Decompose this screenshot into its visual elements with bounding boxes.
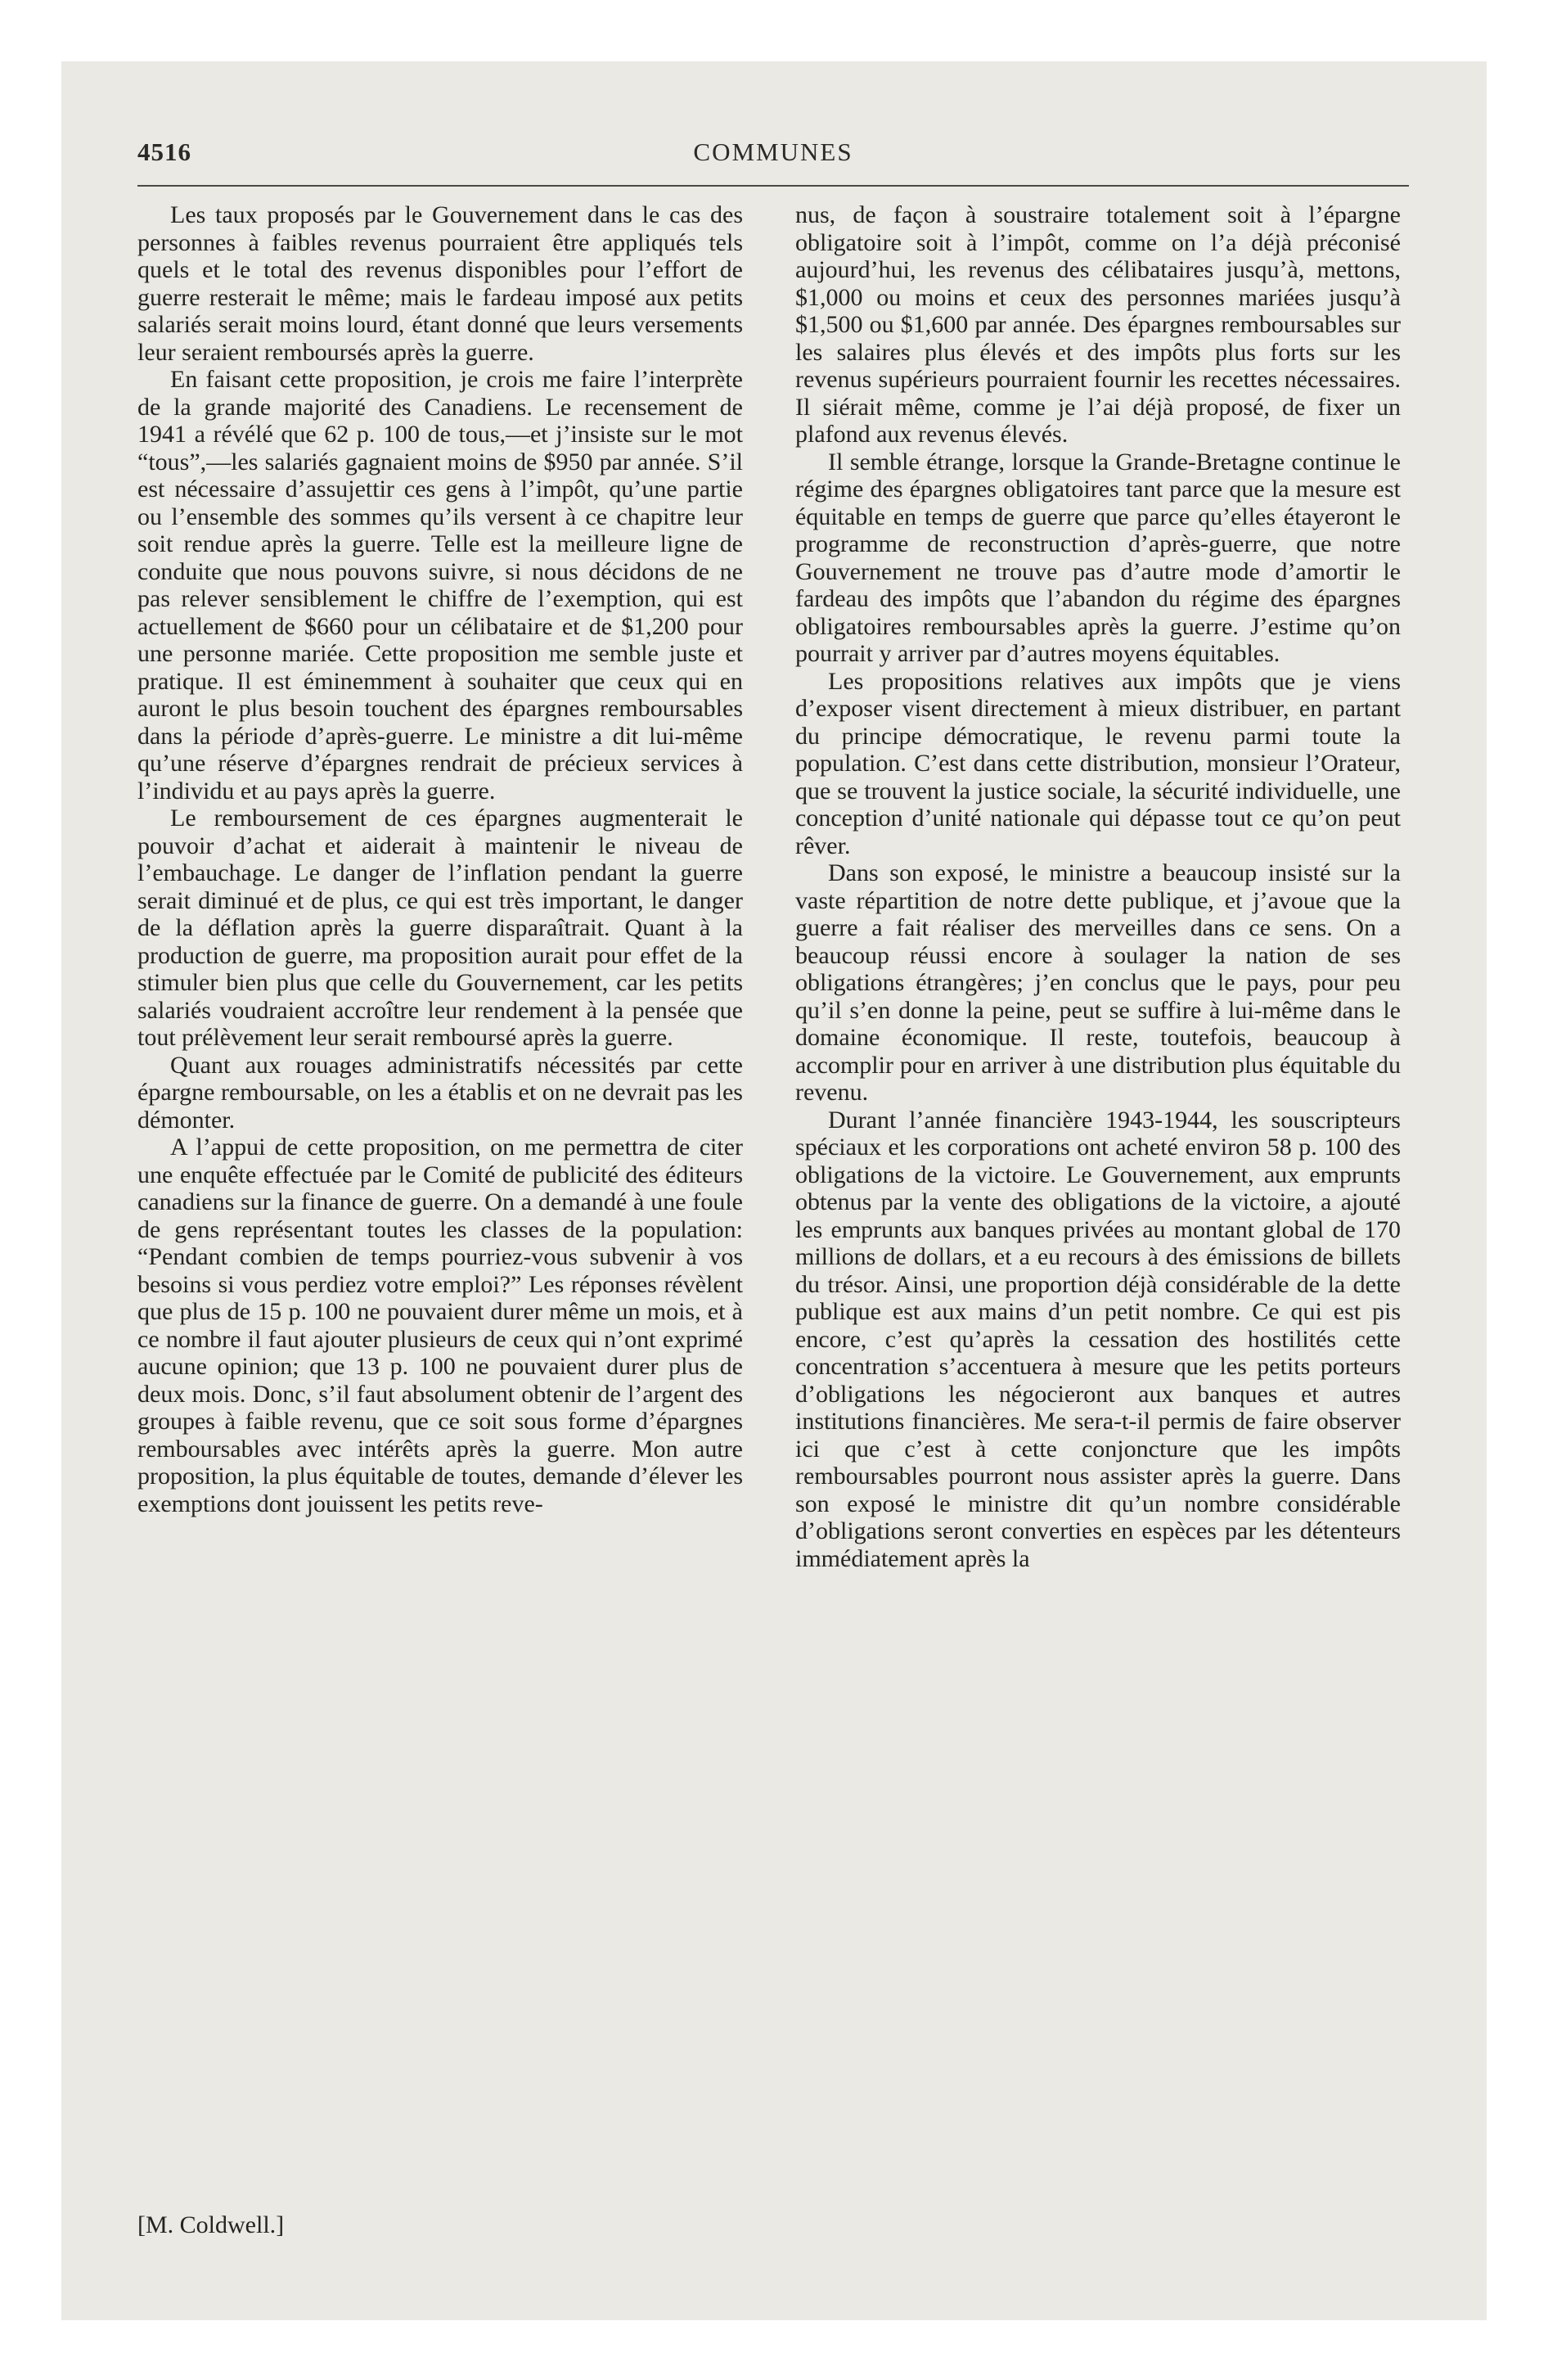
- right-column: [795, 201, 1401, 1572]
- paragraph: Dans son exposé, le ministre a beaucoup insisté sur la vaste répartition de notre dette publique, et j’avoue que la guerre a fait réaliser des merveilles dans ce sens. On a beaucoup réussi encore à soulager la nation de ses obligations étrangères; j’en conclus que le pays, pour peu qu’il s’en donne la peine, peut se suffire à lui-même dans le domaine économique. Il reste, toutefois, beaucoup à accomplir pour en arriver à une distribution plus équitable du revenu.: [795, 859, 1401, 1106]
- paragraph: A l’appui de cette proposition, on me permettra de citer une enquête effectuée par le Comité de publicité des éditeurs canadiens sur la finance de guerre. On a demandé à une foule de gens représentant toutes les classes de la population: “Pendant combien de temps pourriez-vous subvenir à vos besoins si vous perdiez votre emploi?” Les réponses révèlent que plus de 15 p. 100 ne pouvaient durer même un mois, et à ce nombre il faut ajouter plusieurs de ceux qui n’ont exprimé aucune opinion; que 13 p. 100 ne pouvaient durer plus de deux mois. Donc, s’il faut absolument obtenir de l’argent des groupes à faible revenu, que ce soit sous forme d’épargnes remboursables avec intérêts après la guerre. Mon autre proposition, la plus équitable de toutes, demande d’élever les exemptions dont jouissent les petits reve-: [137, 1134, 743, 1517]
- left-column: [137, 201, 743, 1517]
- paragraph-continued: nus, de façon à soustraire totalement soit à l’épargne obligatoire soit à l’impôt, comme on l’a déjà préconisé aujourd’hui, les revenus des célibataires jusqu’à, mettons, $1,000 ou moins et ceux des personnes mariées jusqu’à $1,500 ou $1,600 par année. Des épargnes remboursables sur les salaires plus élevés et des impôts plus forts sur les revenus supérieurs pourraient fournir les recettes nécessaires. Il siérait même, comme je l’ai déjà proposé, de fixer un plafond aux revenus élevés.: [795, 201, 1401, 448]
- paragraph: Les propositions relatives aux impôts que je viens d’exposer visent directement à mieux distribuer, en partant du principe démocratique, le revenu parmi toute la population. C’est dans cette distribution, monsieur l’Orateur, que se trouvent la justice sociale, la sécurité individuelle, une conception d’unité nationale qui dépasse tout ce qu’on peut rêver.: [795, 667, 1401, 859]
- page-number: 4516: [137, 137, 191, 166]
- paragraph: En faisant cette proposition, je crois me faire l’interprète de la grande majorité des Canadiens. Le recensement de 1941 a révélé que 62 p. 100 de tous,—et j’insiste sur le mot “tous”,—les salariés gagnaient moins de $950 par année. S’il est nécessaire d’assujettir ces gens à l’impôt, qu’une partie ou l’ensemble des sommes qu’ils versent à ce chapitre leur soit rendue après la guerre. Telle est la meilleure ligne de conduite que nous pouvons suivre, si nous décidons de ne pas relever sensiblement le chiffre de l’exemption, qui est actuellement de $660 pour un célibataire et de $1,200 pour une personne mariée. Cette proposition me semble juste et pratique. Il est éminemment à souhaiter que ceux qui en auront le plus besoin touchent des épargnes remboursables dans la période d’après-guerre. Le ministre a dit lui-même qu’une réserve d’épargnes rendrait de précieux services à l’individu et au pays après la guerre.: [137, 366, 743, 805]
- header-rule: [137, 185, 1409, 187]
- running-title: COMMUNES: [693, 137, 853, 166]
- speaker-attribution: [M. Coldwell.]: [137, 2211, 285, 2238]
- page-header: [137, 137, 1409, 187]
- paragraph: Le remboursement de ces épargnes augmenterait le pouvoir d’achat et aiderait à maintenir le niveau de l’embauchage. Le danger de l’inflation pendant la guerre serait diminué et de plus, ce qui est très important, le danger de la déflation après la guerre disparaîtrait. Quant à la production de guerre, ma proposition aurait pour effet de la stimuler bien plus que celle du Gouvernement, car les petits salariés voudraient accroître leur rendement à la pensée que tout prélèvement leur serait remboursé après la guerre.: [137, 805, 743, 1051]
- paragraph: Les taux proposés par le Gouvernement dans le cas des personnes à faibles revenus pourraient être appliqués tels quels et le total des revenus disponibles pour l’effort de guerre resterait le même; mais le fardeau imposé aux petits salariés serait moins lourd, étant donné que leurs versements leur seraient remboursés après la guerre.: [137, 201, 743, 366]
- paragraph: Durant l’année financière 1943-1944, les souscripteurs spéciaux et les corporations ont acheté environ 58 p. 100 des obligations de la victoire. Le Gouvernement, aux emprunts obtenus par la vente des obligations de la victoire, a ajouté les emprunts aux banques privées au montant global de 170 millions de dollars, et a eu recours à des émissions de billets du trésor. Ainsi, une proportion déjà considérable de la dette publique est aux mains d’un petit nombre. Ce qui est pis encore, c’est qu’après la cessation des hostilités cette concentration s’accentuera à mesure que les petits porteurs d’obligations les négocieront aux banques et autres institutions financières. Me sera-t-il permis de faire observer ici que c’est à cette conjoncture que les impôts remboursables pourront nous assister après la guerre. Dans son exposé le ministre dit qu’un nombre considérable d’obligations seront converties en espèces par les détenteurs immédiatement après la: [795, 1106, 1401, 1572]
- paragraph: Quant aux rouages administratifs nécessités par cette épargne remboursable, on les a établis et on ne devrait pas les démonter.: [137, 1051, 743, 1134]
- paragraph: Il semble étrange, lorsque la Grande-Bretagne continue le régime des épargnes obligatoires tant parce que la mesure est équitable en temps de guerre que parce qu’elles étayeront le programme de reconstruction d’après-guerre, que notre Gouvernement ne trouve pas d’autre mode d’amortir le fardeau des impôts que l’abandon du régime des épargnes obligatoires remboursables après la guerre. J’estime qu’on pourrait y arriver par d’autres moyens équitables.: [795, 448, 1401, 667]
